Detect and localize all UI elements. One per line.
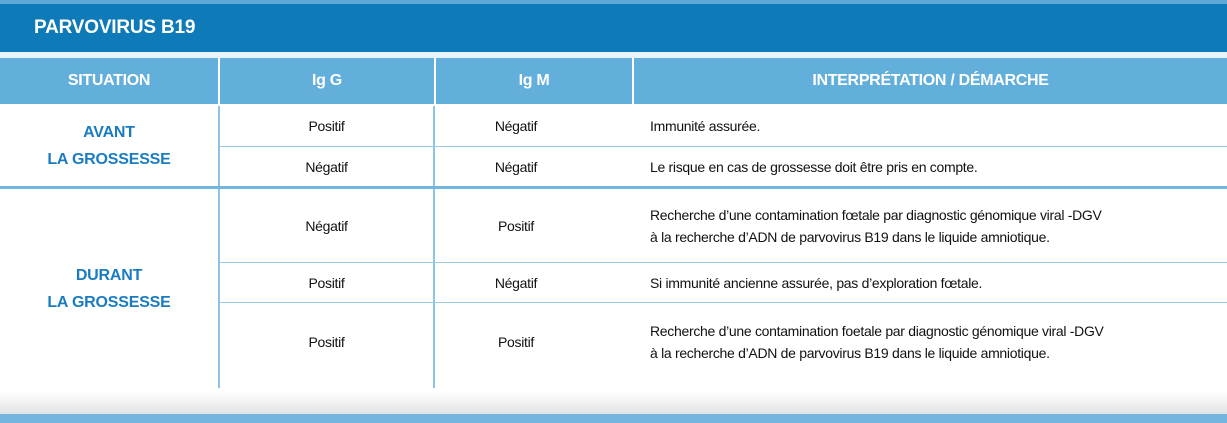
cell-interpretation (650, 147, 1220, 186)
situation-line: DURANT (75, 266, 143, 284)
header-igm: Ig M (518, 72, 550, 89)
cell-igm: Négatif (494, 118, 538, 134)
interp-line: à la recherche d’ADN de parvovirus B19 dans le liquide amniotique. (650, 228, 1050, 245)
situation-line: LA GROSSESSE (47, 293, 171, 311)
interp-line: Si immunité ancienne assurée, pas d’exploration fœtale. (650, 274, 983, 291)
cell-interpretation (650, 263, 1220, 302)
table-header (0, 58, 1227, 104)
cell-igg: Négatif (305, 158, 348, 175)
situation-line: AVANT (83, 124, 135, 141)
interp-line: Le risque en cas de grossesse doit être pris en compte. (650, 158, 978, 175)
footer-bar (0, 414, 1227, 423)
cell-igm: Positif (497, 333, 535, 350)
cell-igm: Négatif (494, 274, 538, 291)
header-igg: Ig G (312, 72, 342, 89)
title-bar (0, 0, 1227, 52)
cell-interpretation (650, 106, 1220, 146)
header-situation: SITUATION (67, 72, 151, 89)
situation-avant (0, 106, 218, 186)
interp-line: Immunité assurée. (650, 118, 761, 134)
cell-igg: Positif (308, 333, 345, 350)
cell-interpretation (650, 303, 1225, 380)
interp-line: à la recherche d’ADN de parvovirus B19 dans le liquide amniotique. (650, 344, 1050, 361)
cell-igg: Positif (308, 118, 345, 134)
cell-igm: Négatif (494, 158, 538, 175)
interp-line: Recherche d’une contamination foetale par diagnostic génomique viral -DGV (650, 322, 1104, 339)
cell-interpretation (650, 189, 1225, 262)
situation-durant (0, 189, 218, 388)
cell-igg: Positif (308, 274, 345, 291)
cell-igm: Positif (497, 217, 535, 234)
situation-line: LA GROSSESSE (47, 151, 171, 168)
page-title: PARVOVIRUS B19 (34, 17, 196, 38)
cell-igg: Négatif (305, 217, 348, 234)
header-interpretation: INTERPRÉTATION / DÉMARCHE (812, 72, 1049, 89)
footer-shadow (0, 392, 1227, 414)
interp-line: Recherche d’une contamination fœtale par diagnostic génomique viral -DGV (650, 206, 1102, 223)
